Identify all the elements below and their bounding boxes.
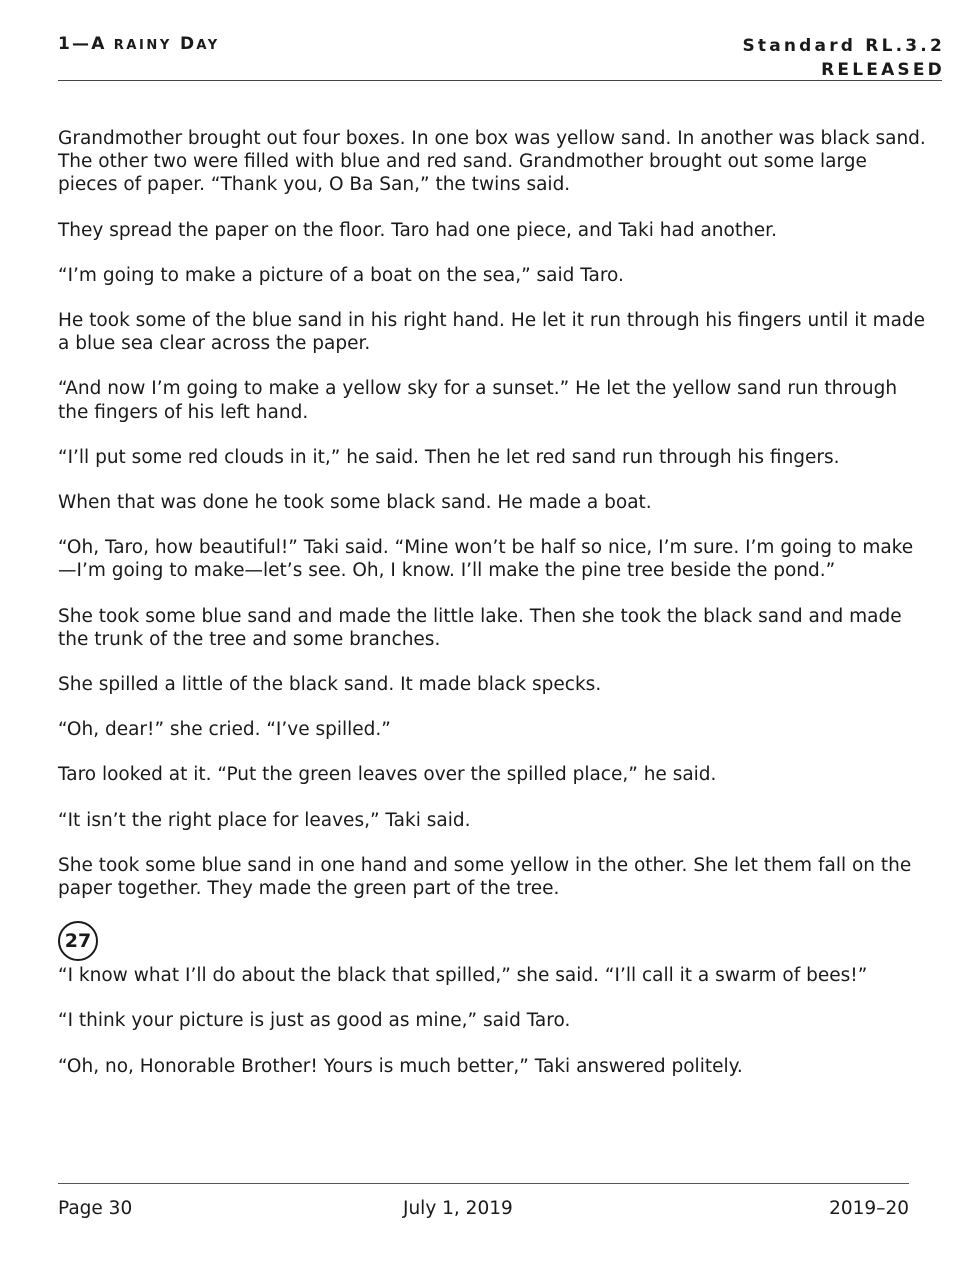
paragraph: “I think your picture is just as good as mine,” said Taro. <box>58 1010 571 1032</box>
footer-date: July 1, 2019 <box>403 1198 513 1219</box>
line-number-marker: 27 <box>58 921 98 961</box>
paragraph: “I know what I’ll do about the black that spilled,” she said. “I’ll call it a swarm of bees!” <box>58 965 868 987</box>
paragraph: She took some blue sand and made the little lake. Then she took the black sand and made the trunk of the tree and some branches. <box>58 605 902 650</box>
title-initial-a: A <box>91 34 107 54</box>
footer-divider <box>58 1183 909 1184</box>
paragraph: Grandmother brought out four boxes. In one box was yellow sand. In another was black sand. The other two were filled with blue and red sand. Grandmother brought out some large pieces of paper. “Thank you, O Ba San,” the twins said. <box>58 128 926 196</box>
page-header <box>58 34 945 81</box>
passage-body <box>58 127 928 1100</box>
paragraph: “Oh, dear!” she cried. “I’ve spilled.” <box>58 719 391 741</box>
paragraph: She took some blue sand in one hand and some yellow in the other. She let them fall on the paper together. They made the green part of the tree. <box>58 854 912 900</box>
paragraph: “Oh, Taro, how beautiful!” Taki said. “Mine won’t be half so nice, I’m sure. I’m going to make—I’m going to make—let’s see. Oh, I know. I’ll make the pine tree beside the pond.” <box>58 537 914 582</box>
section-title <box>58 34 220 54</box>
paragraph: When that was done he took some black sand. He made a boat. <box>58 492 652 514</box>
paragraph: She spilled a little of the black sand. It made black specks. <box>58 674 602 696</box>
paragraph: “I’ll put some red clouds in it,” he said. Then he let red sand run through his fingers. <box>58 446 840 468</box>
title-dash: — <box>72 34 92 54</box>
released-label: RELEASED <box>821 60 945 80</box>
page-number: Page 30 <box>58 1198 133 1219</box>
paragraph: “Oh, no, Honorable Brother! Yours is much better,” Taki answered politely. <box>58 1055 743 1077</box>
paragraph: “And now I’m going to make a yellow sky for a sunset.” He let the yellow sand run through the fingers of his left hand. <box>58 378 898 423</box>
standard-label: Standard RL.3.2 <box>742 36 945 56</box>
footer-year: 2019–20 <box>829 1198 909 1219</box>
line-marker-wrap <box>58 921 928 964</box>
paragraph: “I’m going to make a picture of a boat on the sea,” said Taro. <box>58 264 624 286</box>
title-word-rainy: RAINY <box>106 38 172 53</box>
title-initial-d: D <box>171 34 197 54</box>
paragraph: They spread the paper on the floor. Taro had one piece, and Taki had another. <box>58 219 777 241</box>
paragraph: Taro looked at it. “Put the green leaves over the spilled place,” he said. <box>58 764 717 786</box>
paragraph: He took some of the blue sand in his right hand. He let it run through his fingers until it made a blue sea clear across the paper. <box>58 310 926 355</box>
paragraph: “It isn’t the right place for leaves,” Taki said. <box>58 809 471 831</box>
item-number: 1 <box>58 34 73 54</box>
header-right-block <box>742 34 945 82</box>
title-word-day: AY <box>196 38 220 53</box>
